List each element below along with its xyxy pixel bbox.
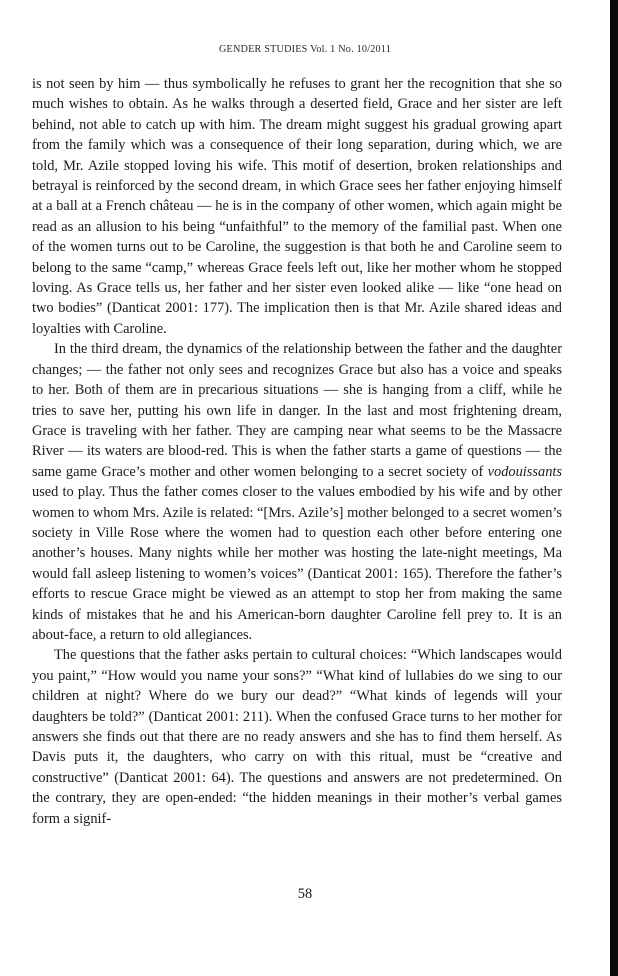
paragraph-3 bbox=[32, 645, 562, 829]
paragraph-2-text-start: In the third dream, the dynamics of the relationship between the father and the daughter changes; — the father not only sees and recognizes Grace but also has a voice and speaks to her. Both of them are in precarious situations — she is hanging from a cliff, while he tries to save her, putting his own life in danger. In the last and most frightening dream, Grace is traveling with her father. They are camping near what seems to be the Massacre River — its waters are blood-red. This is when the father starts a game of questions — the same game Grace’s mother and other women belonging to a secret society of bbox=[32, 341, 562, 480]
paragraph-1 bbox=[32, 74, 562, 339]
paragraph-2-text-end: used to play. Thus the father comes closer to the values embodied by his wife and by other women to whom Mrs. Azile is related: “[Mrs. Azile’s] mother belonged to a secret women’s society in Ville Rose where the women had to question each other before entering one another’s houses. Many nights while her mother was hosting the late-night meetings, Ma would fall asleep listening to women’s voices” (Danticat 2001: 165). Therefore the father’s efforts to rescue Grace might be viewed as an attempt to stop her from making the same kinds of mistakes that he and his American-born daughter Caroline fell prey to. It is an about-face, a return to old allegiances. bbox=[32, 484, 562, 643]
running-header bbox=[0, 44, 610, 55]
italic-term: vodouissants bbox=[487, 463, 562, 480]
paragraph-2 bbox=[32, 339, 562, 645]
paragraph-3-text: The questions that the father asks pertain to cultural choices: “Which landscapes would you paint,” “How would you name your sons?” “What kind of lullabies do we sing to our children at night? Where do we bury our dead?” “What kinds of legends will your daughters be told?” (Danticat 2001: 211). When the confused Grace turns to her mother for answers she finds out that there are no ready answers and she has to find them herself. As Davis puts it, the daughters, who carry on with this ritual, must be “creative and constructive” (Danticat 2001: 64). The questions and answers are not predetermined. On the contrary, they are open-ended: “the hidden meanings in their mother’s verbal games form a signif- bbox=[32, 647, 562, 827]
journal-title: GENDER STUDIES bbox=[219, 44, 308, 55]
journal-number: No. 10/2011 bbox=[338, 44, 391, 55]
journal-volume: Vol. 1 bbox=[310, 44, 336, 55]
scanned-page-edge bbox=[610, 0, 618, 976]
paragraph-1-text: is not seen by him — thus symbolically he refuses to grant her the recognition that she so much wishes to obtain. As he walks through a deserted field, Grace and her sister are left behind, not able to catch up with him. The dream might suggest his gradual growing apart from the family which was a consequence of their long separation, during which, we are told, Mr. Azile stopped loving his wife. This motif of desertion, broken relationships and betrayal is reinforced by the second dream, in which Grace sees her father enjoying himself at a ball at a French château — he is in the company of other women, which again might be read as an allusion to his being “unfaithful” to the memory of the familial past. When one of the women turns out to be Caroline, the suggestion is that both he and Caroline seem to belong to the same “camp,” whereas Grace feels left out, like her mother whom he stopped loving. As Grace tells us, her father and her sister even looked alike — like “one head on two bodies” (Danticat 2001: 177). The implication then is that Mr. Azile shared ideas and loyalties with Caroline. bbox=[32, 76, 562, 337]
page-number: 58 bbox=[297, 886, 313, 902]
body-text bbox=[32, 74, 562, 829]
